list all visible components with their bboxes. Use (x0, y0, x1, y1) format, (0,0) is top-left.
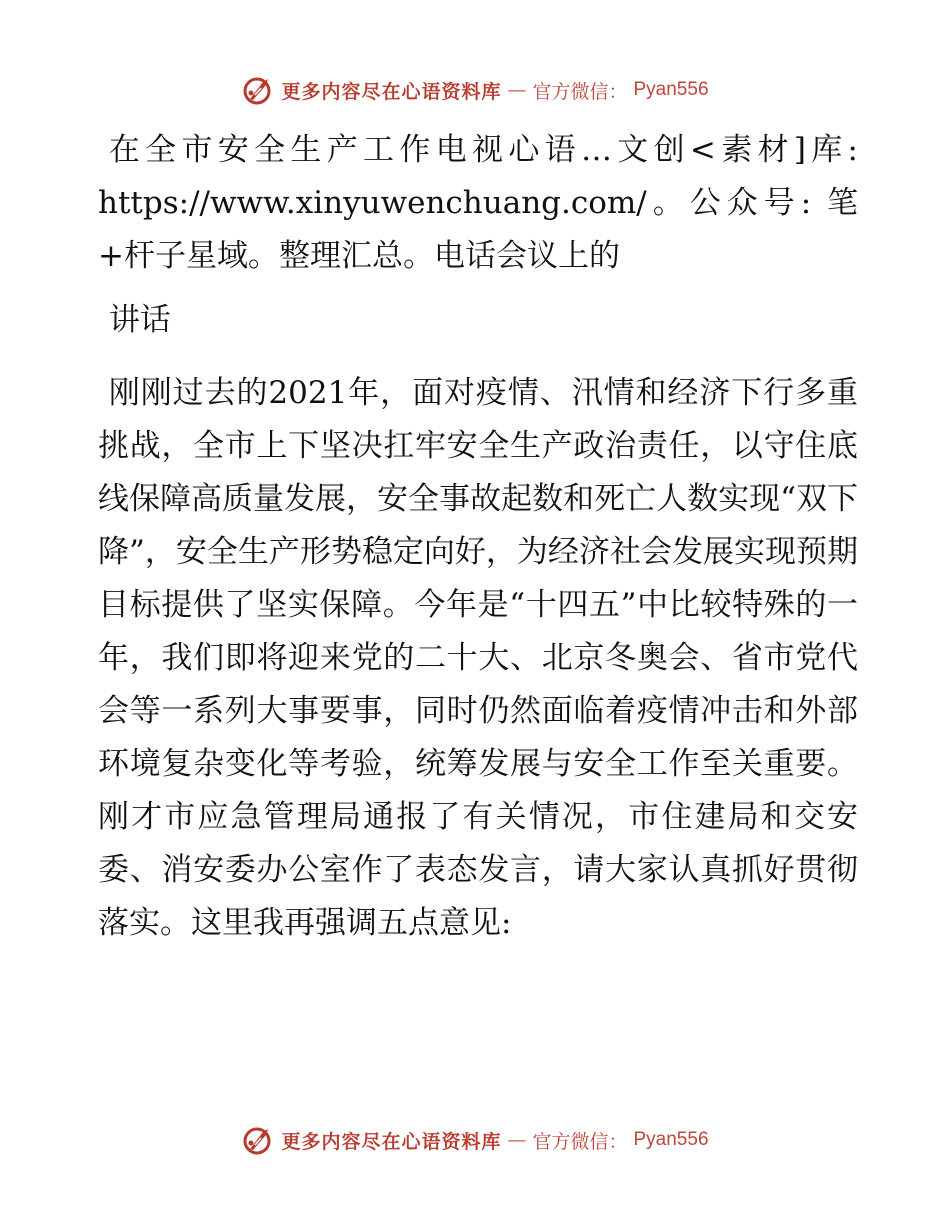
body-paragraph: 刚刚过去的2021年，面对疫情、汛情和经济下行多重挑战，全市上下坚决扛牢安全生产政治责任，以守住底线保障高质量发展，安全事故起数和死亡人数实现“双下降”，安全生产形势稳定向好，为经济社会发展实现预期目标提供了坚实保障。今年是“十四五”中比较特殊的一年，我们即将迎来党的二十大、北京冬奥会、省市党代会等一系列大事要事，同时仍然面临着疫情冲击和外部环境复杂变化等考验，统筹发展与安全工作至关重要。刚才市应急管理局通报了有关情况，市住建局和交安委、消安委办公室作了表态发言，请大家认真抓好贯彻落实。这里我再强调五点意见: (98, 375, 858, 941)
spacer (98, 283, 858, 294)
banner-official-label: 官方微信： (532, 80, 628, 103)
banner-wechat-id: Pyan556 (633, 79, 709, 100)
banner-text: 更多内容尽在心语资料库 (281, 80, 502, 103)
banner-dash: — (507, 79, 527, 101)
document-subtitle: 讲话 (108, 302, 171, 338)
banner-inner (241, 73, 708, 107)
quill-ink-logo-icon (241, 1123, 275, 1157)
header-watermark-banner (0, 68, 950, 112)
banner-text: 更多内容尽在心语资料库 (281, 1130, 502, 1153)
banner-official-label: 官方微信： (532, 1130, 628, 1153)
banner-wechat-id: Pyan556 (633, 1129, 709, 1150)
banner-dash: — (507, 1129, 527, 1151)
document-title: 在全市安全生产工作电视心语…文创<素材]库: https://www.xinyuwenchuang.com/。公众号: 笔+杆子星域。整理汇总。电话会议上的 (98, 132, 858, 274)
banner-inner (241, 1123, 708, 1157)
quill-ink-logo-icon (241, 73, 275, 107)
footer-watermark-banner (0, 1118, 950, 1162)
document-body (98, 124, 858, 950)
spacer (98, 347, 858, 367)
